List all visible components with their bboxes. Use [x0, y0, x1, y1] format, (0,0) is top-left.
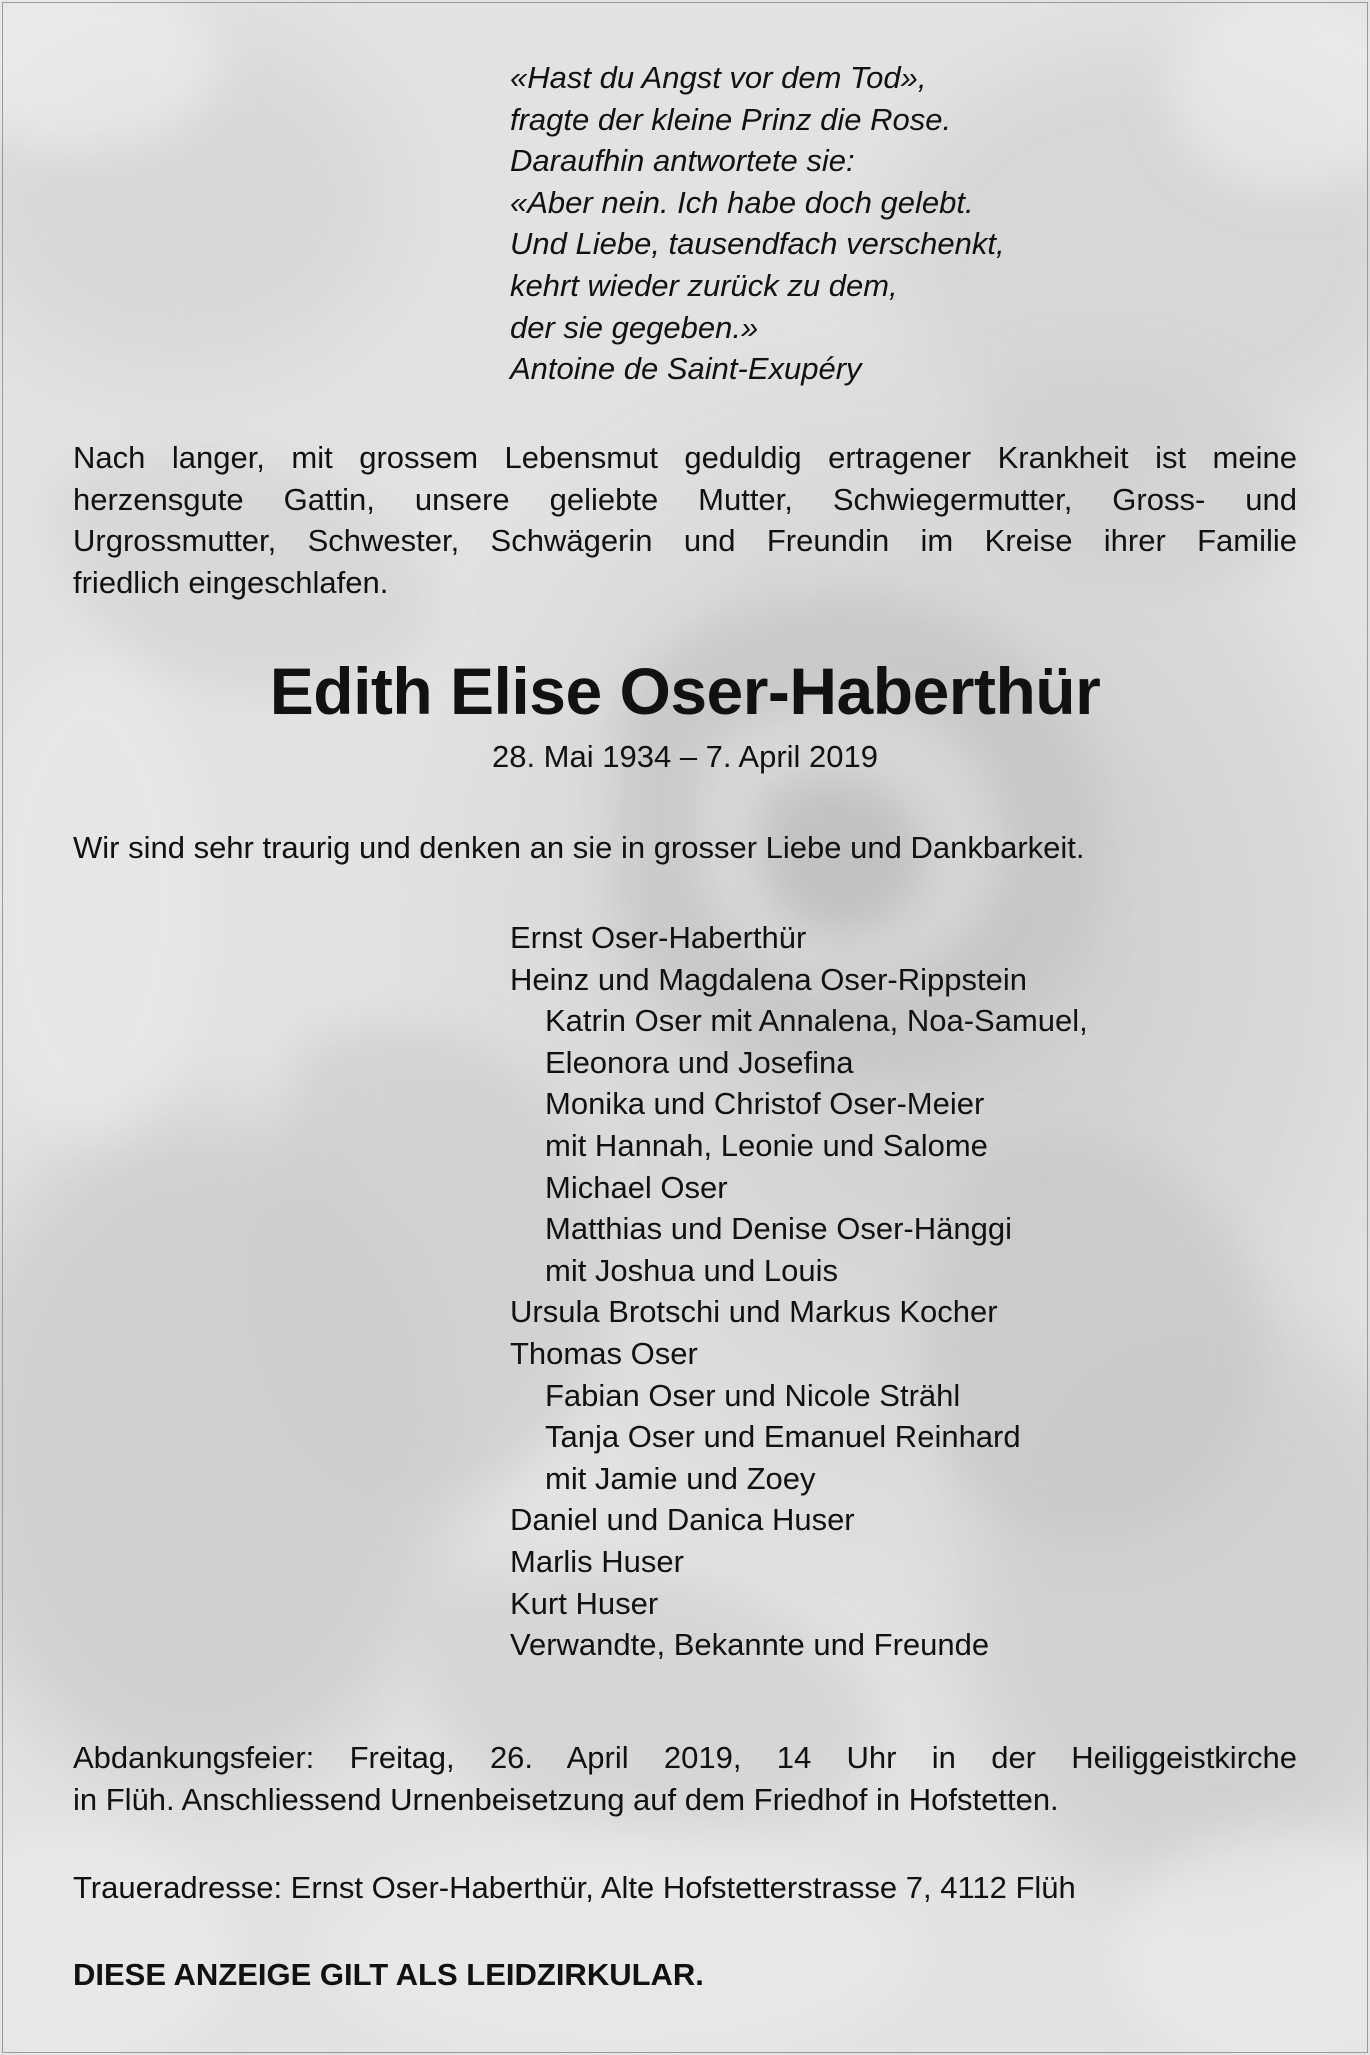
poem-line: der sie gegeben.»	[510, 309, 759, 345]
mourner-entry: mit Hannah, Leonie und Salome	[545, 1127, 988, 1163]
mourner-entry: Marlis Huser	[510, 1543, 684, 1579]
circular-notice: DIESE ANZEIGE GILT ALS LEIDZIRKULAR.	[73, 1957, 704, 1992]
mourner-entry: Daniel und Danica Huser	[510, 1502, 855, 1538]
poem-line: Daraufhin antwortete sie:	[510, 143, 855, 179]
mourner-entry: mit Jamie und Zoey	[545, 1460, 816, 1496]
mourner-entry: Verwandte, Bekannte und Freunde	[510, 1627, 990, 1663]
poem-author: Antoine de Saint-Exupéry	[510, 351, 862, 387]
thanks-sentence: Wir sind sehr traurig und denken an sie in grosser Liebe und Dankbarkeit.	[73, 830, 1085, 865]
mourner-entry: Heinz und Magdalena Oser-Rippstein	[510, 961, 1027, 997]
intro-line: friedlich eingeschlafen.	[73, 564, 389, 600]
mourner-entry: Matthias und Denise Oser-Hänggi	[545, 1211, 1012, 1247]
mourner-entry: Michael Oser	[545, 1169, 728, 1205]
mourner-entry: Eleonora und Josefina	[545, 1044, 854, 1080]
mourning-address: Traueradresse: Ernst Oser-Haberthür, Alte Hofstetterstrasse 7, 4112 Flüh	[73, 1870, 1076, 1905]
mourner-entry: Ursula Brotschi und Markus Kocher	[510, 1294, 998, 1330]
mourner-entry: Tanja Oser und Emanuel Reinhard	[545, 1419, 1021, 1455]
intro-line: Nach langer, mit grossem Lebensmut geduldig ertragener Krankheit ist meine	[73, 440, 1297, 475]
intro-line: herzensgute Gattin, unsere geliebte Mutter, Schwiegermutter, Gross- und	[73, 481, 1297, 517]
poem-line: Und Liebe, tausendfach verschenkt,	[510, 226, 1005, 262]
mourners-list	[510, 917, 1088, 1666]
mourner-entry: Thomas Oser	[510, 1335, 698, 1371]
poem-quote	[510, 57, 1005, 390]
service-line: Abdankungsfeier: Freitag, 26. April 2019, 14 Uhr in der Heiliggeistkirche	[73, 1740, 1297, 1775]
deceased-name: Edith Elise Oser-Haberthür	[269, 654, 1101, 728]
intro-line: Urgrossmutter, Schwester, Schwägerin und Freundin im Kreise ihrer Familie	[73, 523, 1297, 558]
life-dates: 28. Mai 1934 – 7. April 2019	[491, 739, 879, 774]
mourner-entry: Kurt Huser	[510, 1585, 659, 1621]
intro-paragraph	[73, 437, 1297, 603]
service-line: in Flüh. Anschliessend Urnenbeisetzung auf dem Friedhof in Hofstetten.	[73, 1781, 1059, 1817]
poem-line: kehrt wieder zurück zu dem,	[510, 267, 898, 303]
mourner-entry: Ernst Oser-Haberthür	[510, 920, 807, 955]
mourner-entry: mit Joshua und Louis	[545, 1252, 838, 1288]
mourner-entry: Monika und Christof Oser-Meier	[545, 1086, 985, 1122]
funeral-service-info	[73, 1737, 1297, 1820]
mourner-entry: Fabian Oser und Nicole Strähl	[545, 1377, 961, 1413]
poem-line: «Hast du Angst vor dem Tod»,	[510, 60, 927, 95]
poem-line: fragte der kleine Prinz die Rose.	[510, 101, 952, 137]
mourner-entry: Katrin Oser mit Annalena, Noa-Samuel,	[545, 1003, 1088, 1039]
poem-line: «Aber nein. Ich habe doch gelebt.	[510, 184, 974, 220]
